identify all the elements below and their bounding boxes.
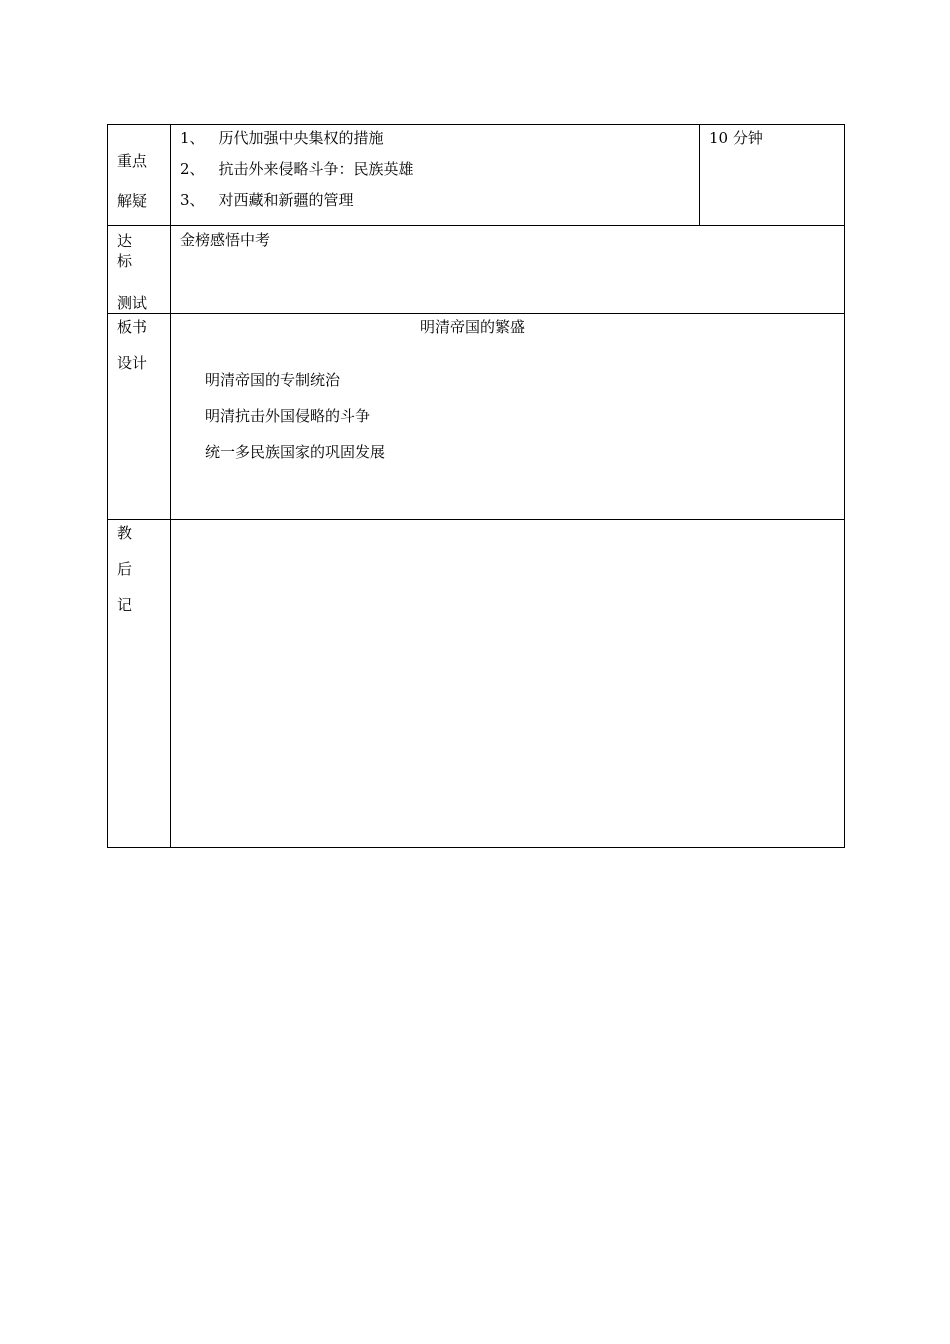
board-outline-item: 统一多民族国家的巩固发展 [205, 443, 386, 461]
lesson-plan-table [107, 124, 845, 848]
reflection-content-cell [171, 520, 845, 848]
key-points-content-cell [171, 125, 700, 226]
test-label-line2: 测试 [117, 294, 148, 312]
test-content: 金榜感悟中考 [180, 231, 271, 249]
key-points-label-line1: 重点 [117, 152, 148, 170]
board-outline-list [171, 370, 844, 462]
key-point-item [180, 190, 699, 210]
key-point-number: 1、 [180, 129, 205, 147]
key-point-text: 历代加强中央集权的措施 [218, 129, 384, 147]
key-point-number: 3、 [180, 191, 205, 209]
key-point-item [180, 159, 699, 179]
key-point-number: 2、 [180, 160, 205, 178]
key-points-label-cell [108, 125, 171, 226]
time-allotment: 10 分钟 [709, 129, 763, 147]
board-label-line2: 设计 [117, 354, 148, 372]
board-design-row [108, 314, 845, 520]
key-point-text: 对西藏和新疆的管理 [218, 191, 354, 209]
reflection-label-cell [108, 520, 171, 848]
reflection-label-line2: 后 [117, 560, 133, 578]
test-label-cell [108, 226, 171, 314]
test-row [108, 226, 845, 314]
time-cell [700, 125, 845, 226]
reflection-row [108, 520, 845, 848]
board-outline-item: 明清帝国的专制统治 [205, 371, 341, 389]
board-outline-item: 明清抗击外国侵略的斗争 [205, 407, 371, 425]
key-points-list [171, 128, 699, 210]
reflection-label-line3: 记 [117, 596, 133, 614]
test-label-line1: 达 标 [117, 232, 145, 270]
board-label-line1: 板书 [117, 318, 148, 336]
board-title: 明清帝国的繁盛 [419, 318, 525, 336]
key-point-item [180, 128, 699, 148]
test-content-cell [171, 226, 845, 314]
key-point-text: 抗击外来侵略斗争：民族英雄 [218, 160, 414, 178]
key-points-label-line2: 解疑 [117, 192, 148, 210]
key-points-row [108, 125, 845, 226]
board-content-cell [171, 314, 845, 520]
board-label-cell [108, 314, 171, 520]
reflection-label-line1: 教 [117, 524, 133, 542]
